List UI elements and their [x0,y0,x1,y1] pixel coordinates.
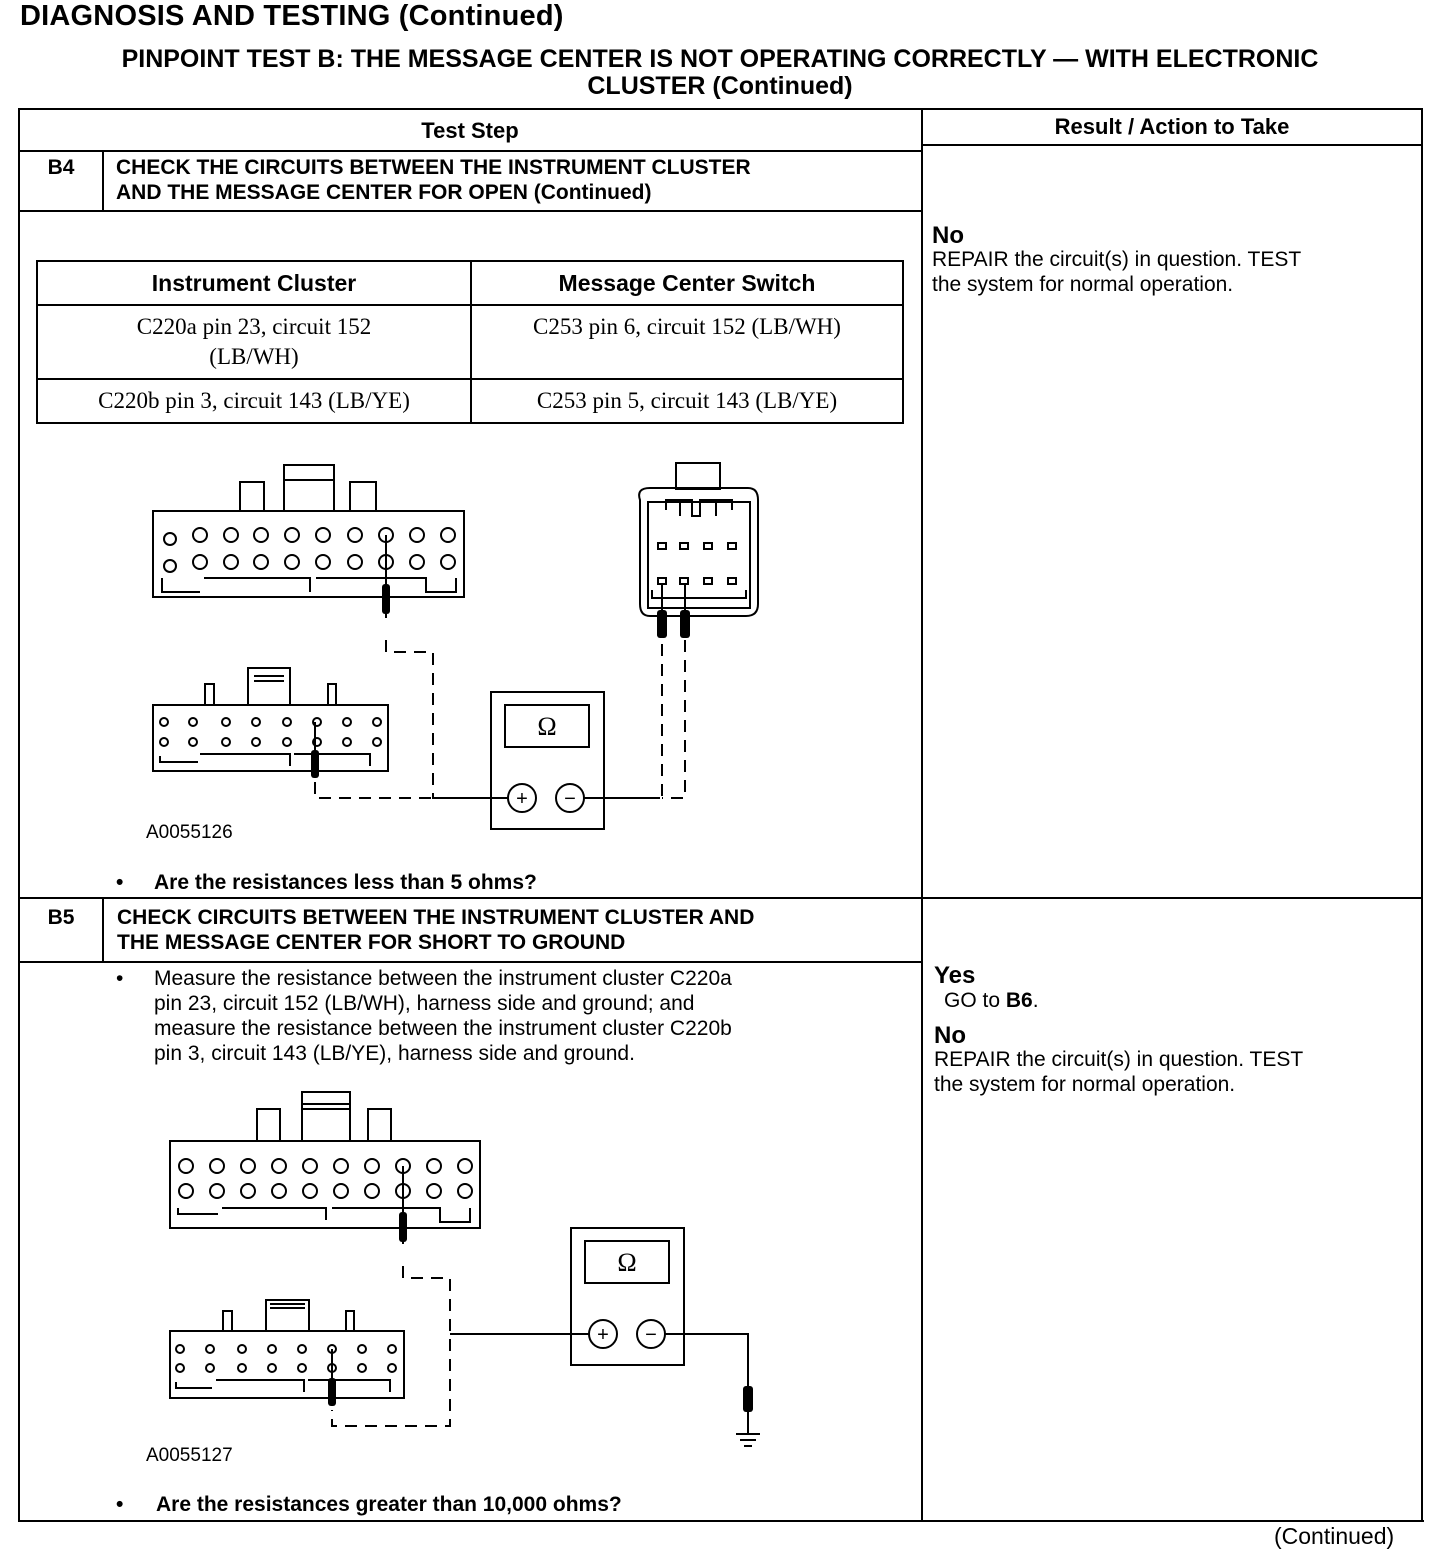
bullet-b5-question: • [116,1493,124,1516]
pin-table-cell: C220b pin 3, circuit 143 (LB/YE) [37,379,471,423]
connector-c220a [170,1092,480,1244]
minus-terminal: − [564,788,576,810]
result-text-line: the system for normal operation. [932,273,1234,296]
probe-icon [743,1386,753,1412]
bullet-b5-instruction: • [116,967,124,990]
result-text-b4 [932,247,1301,297]
figure-id-b4: A0055126 [146,822,233,843]
result-text-b5-no [934,1047,1303,1097]
column-header-test-step: Test Step [421,118,519,143]
instruction-line: measure the resistance between the instrument cluster C220b [154,1017,732,1040]
page-title: DIAGNOSIS AND TESTING (Continued) [20,0,564,32]
instruction-line: Measure the resistance between the instrument cluster C220a [154,967,732,990]
connector-c220b [170,1300,404,1406]
question-b4: Are the resistances less than 5 ohms? [154,871,537,894]
result-text-line: the system for normal operation. [934,1073,1236,1096]
result-heading-b5-no: No [934,1022,966,1049]
pinpoint-test-title-line1: PINPOINT TEST B: THE MESSAGE CENTER IS NOT OPERATING CORRECTLY — WITH ELECTRONIC [121,45,1319,73]
ground-icon [736,1434,760,1446]
step-title-b4-line2: AND THE MESSAGE CENTER FOR OPEN (Continued) [116,181,652,204]
result-text-b5-yes [944,988,1039,1013]
pin-table-header-switch: Message Center Switch [471,261,903,305]
continued-label: (Continued) [1274,1523,1395,1549]
pin-table-header-cluster: Instrument Cluster [37,261,471,305]
result-text-line: REPAIR the circuit(s) in question. TEST [934,1048,1304,1071]
step-title-b4-line1: CHECK THE CIRCUITS BETWEEN THE INSTRUMENT CLUSTER [116,156,751,179]
pin-table-cell-line: (LB/WH) [209,344,299,369]
plus-terminal: + [516,788,528,810]
ohm-symbol: Ω [537,712,557,741]
column-header-result: Result / Action to Take [1054,114,1290,139]
instruction-line: pin 3, circuit 143 (LB/YE), harness side and ground. [154,1042,635,1065]
bullet-b4: • [116,871,124,894]
step-id-b5: B5 [47,906,75,929]
result-heading-b5-yes: Yes [934,962,976,989]
probe-icon [328,1378,336,1406]
instruction-line: pin 23, circuit 152 (LB/WH), harness side and ground; and [154,992,695,1015]
probe-icon [399,1212,407,1242]
minus-terminal: − [645,1324,657,1346]
pinpoint-test-title-line2: CLUSTER (Continued) [587,72,853,100]
result-go-to-period: . [1032,989,1039,1012]
result-text-line: REPAIR the circuit(s) in question. TEST [932,248,1302,271]
result-go-to-step-link[interactable]: B6 [1005,989,1033,1012]
pin-table-cell: C253 pin 6, circuit 152 (LB/WH) [471,305,903,379]
figure-id-b5: A0055127 [146,1445,233,1466]
pin-table-cell: C253 pin 5, circuit 143 (LB/YE) [471,379,903,423]
result-heading-b4-no: No [932,222,964,249]
question-b5: Are the resistances greater than 10,000 ohms? [156,1493,622,1516]
plus-terminal: + [597,1324,609,1346]
pin-table-cell-line: C220a pin 23, circuit 152 [136,314,372,339]
step-id-b4: B4 [47,156,75,179]
ohm-symbol: Ω [617,1248,637,1277]
step-title-b5-line2: THE MESSAGE CENTER FOR SHORT TO GROUND [117,931,626,954]
result-go-to: GO to [944,989,1001,1012]
step-title-b5-line1: CHECK CIRCUITS BETWEEN THE INSTRUMENT CLUSTER AND [117,906,755,929]
